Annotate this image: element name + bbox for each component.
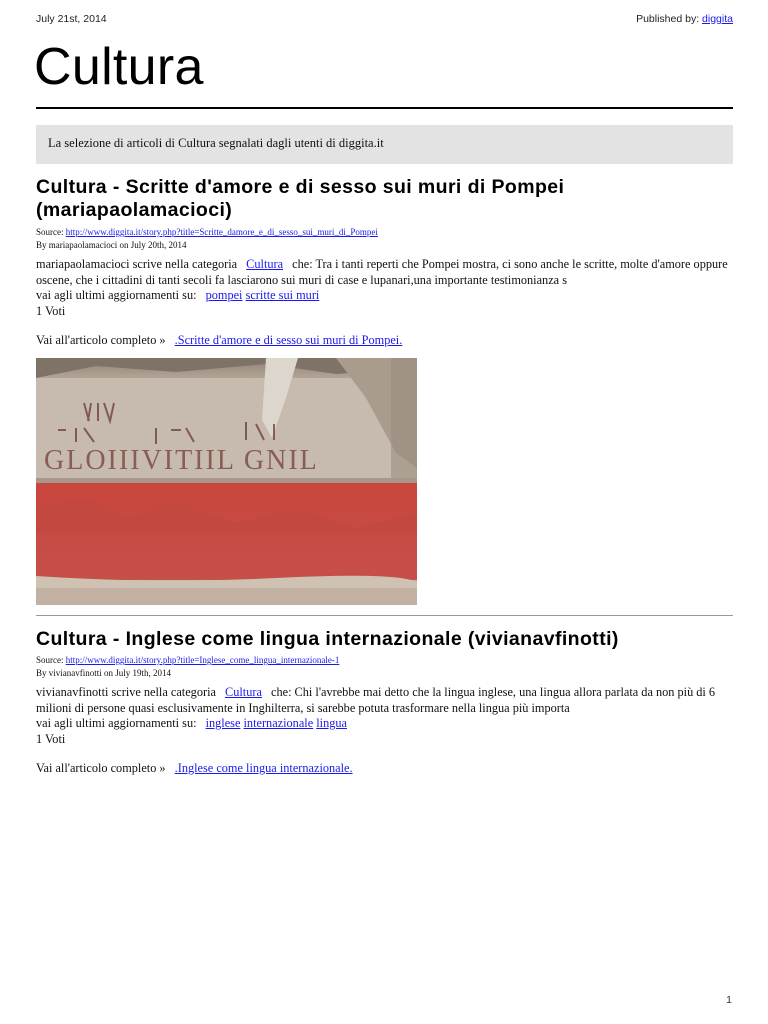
published-label: Published by: <box>636 13 700 25</box>
tag-link[interactable]: scritte sui muri <box>245 288 320 302</box>
tag-link[interactable]: inglese <box>205 716 241 730</box>
article-tags <box>36 716 733 732</box>
article-tags <box>36 288 733 304</box>
author-intro: vivianavfinotti scrive nella categoria <box>36 685 216 699</box>
article-title: Cultura - Scritte d'amore e di sesso sui muri di Pompei (mariapaolamacioci) <box>36 176 565 221</box>
article-item <box>36 628 733 777</box>
article-votes: 1 Voti <box>36 303 66 318</box>
intro-box: La selezione di articoli di Cultura segnalati dagli utenti di diggita.it <box>36 125 733 164</box>
site-title: Cultura <box>34 38 204 96</box>
category-link[interactable]: Cultura <box>246 257 284 271</box>
publish-date: July 21st, 2014 <box>36 13 107 25</box>
source-link[interactable]: http://www.diggita.it/story.php?title=Inglese_come_lingua_internazionale-1 <box>65 655 340 665</box>
category-link[interactable]: Cultura <box>225 685 262 699</box>
article-summary <box>36 257 733 288</box>
article-source <box>36 654 733 666</box>
article-item <box>36 176 733 349</box>
read-more-link[interactable]: .Inglese come lingua internazionale. <box>174 761 353 775</box>
tag-link[interactable]: lingua <box>316 716 347 730</box>
read-more-label: Vai all'articolo completo » <box>36 333 166 347</box>
read-more-link[interactable]: .Scritte d'amore e di sesso sui muri di Pompei. <box>174 333 403 347</box>
article-summary <box>36 685 733 716</box>
publisher-link[interactable]: diggita <box>702 13 733 25</box>
read-more-label: Vai all'articolo completo » <box>36 761 166 775</box>
tag-link[interactable]: pompei <box>205 288 243 302</box>
source-link[interactable]: http://www.diggita.it/story.php?title=Scritte_damore_e_di_sesso_sui_muri_di_Pompei <box>65 227 378 237</box>
title-divider <box>36 107 733 109</box>
pompeii-wall-photo <box>36 358 417 605</box>
article-read-more <box>36 761 733 777</box>
updates-label: vai agli ultimi aggiornamenti su: <box>36 288 197 302</box>
document-header <box>36 13 733 27</box>
article-source <box>36 226 733 238</box>
summary-text: che: Chi l'avrebbe mai detto che la lingua inglese, una lingua allora parlata da non più di 6 milioni di persone quasi esclusivamente in Inghilterra, si sarebbe potuta trasformare nella lingua più importa <box>36 685 716 715</box>
article-byline: By vivianavfinotti on July 19th, 2014 <box>36 668 171 678</box>
article-votes: 1 Voti <box>36 731 66 746</box>
source-label: Source: <box>36 227 64 237</box>
updates-label: vai agli ultimi aggiornamenti su: <box>36 716 197 730</box>
page-number: 1 <box>726 994 732 1006</box>
wall-inscription: GLOIIIVITIIL GNIL <box>44 445 319 476</box>
published-by <box>636 13 733 25</box>
article-divider <box>36 615 733 616</box>
summary-text: che: Tra i tanti reperti che Pompei mostra, ci sono anche le scritte, molte d'amore oppure oscene, che i cittadini di tanti secoli fa lasciarono sui muri di case e lupanari,una importante testimonianza s <box>36 257 728 287</box>
article-byline: By mariapaolamacioci on July 20th, 2014 <box>36 240 187 250</box>
article-title: Cultura - Inglese come lingua internazionale (vivianavfinotti) <box>36 628 619 650</box>
article-read-more <box>36 333 733 349</box>
tag-link[interactable]: internazionale <box>243 716 314 730</box>
author-intro: mariapaolamacioci scrive nella categoria <box>36 257 238 271</box>
source-label: Source: <box>36 655 64 665</box>
